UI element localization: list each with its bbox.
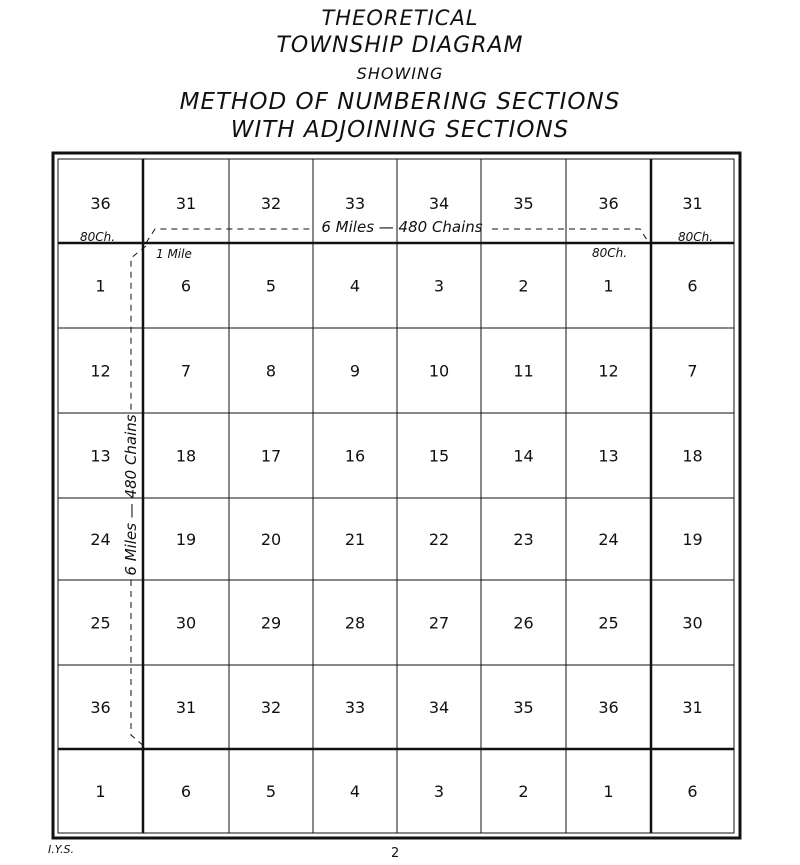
section-number: 7: [687, 361, 698, 381]
section-number: 6: [687, 782, 698, 801]
title-line-4: METHOD OF NUMBERING SECTIONS: [179, 89, 621, 115]
title-line-1: THEORETICAL: [321, 6, 479, 30]
section-number: 34: [428, 194, 450, 213]
section-number: 14: [513, 446, 534, 466]
section-number: 21: [344, 530, 366, 549]
section-number: 31: [682, 194, 703, 213]
section-number: 7: [180, 361, 192, 381]
page-number: 2: [391, 846, 400, 861]
section-number: 18: [175, 446, 197, 466]
section-number: 30: [175, 613, 197, 633]
section-number: 20: [260, 530, 282, 549]
section-number: 31: [175, 194, 197, 213]
section-number: 3: [433, 276, 445, 296]
section-number: 5: [265, 782, 277, 801]
section-number: 35: [513, 194, 534, 213]
section-number: 1: [95, 782, 106, 801]
section-number: 24: [598, 530, 619, 549]
drafter-mark: I.Y.S.: [48, 843, 75, 856]
section-number: 23: [513, 530, 534, 549]
section-number: 1: [603, 782, 614, 801]
section-number: 17: [260, 446, 282, 466]
inner-chains-label: 80Ch.: [592, 246, 628, 260]
section-number: 34: [428, 698, 450, 717]
section-number: 4: [349, 276, 361, 296]
top-right-chains-label: 80Ch.: [678, 230, 714, 244]
title-line-3: SHOWING: [356, 64, 444, 83]
section-number: 25: [598, 613, 619, 633]
section-number: 13: [598, 446, 619, 466]
section-number: 26: [513, 613, 534, 633]
section-number: 25: [90, 613, 111, 633]
top-left-chains-label: 80Ch.: [80, 230, 116, 244]
section-number: 2: [518, 276, 529, 296]
horizontal-dimension-line-right: [492, 229, 649, 243]
section-number: 31: [175, 698, 197, 717]
section-number: 10: [428, 361, 450, 381]
title-line-5: WITH ADJOINING SECTIONS: [230, 117, 570, 143]
section-number: 16: [344, 446, 366, 466]
section-number: 9: [349, 361, 361, 381]
section-number: 12: [90, 361, 111, 381]
section-number: 29: [260, 613, 282, 633]
title-line-2: TOWNSHIP DIAGRAM: [276, 33, 524, 58]
section-number: 36: [90, 698, 111, 717]
section-number: 36: [598, 698, 619, 717]
section-number: 11: [513, 361, 534, 381]
section-number: 15: [428, 446, 450, 466]
section-number: 6: [180, 276, 192, 296]
section-number: 31: [682, 698, 703, 717]
section-number: 32: [260, 698, 282, 717]
section-number: 36: [598, 194, 619, 213]
section-number: 2: [518, 782, 529, 801]
section-number: 19: [175, 530, 197, 549]
section-number: 1: [95, 276, 106, 296]
section-number: 30: [682, 613, 703, 633]
section-number: 28: [344, 613, 366, 633]
section-number: 3: [433, 782, 445, 801]
section-number: 32: [260, 194, 282, 213]
section-number: 8: [265, 361, 277, 381]
vertical-dimension-label: 6 Miles — 480 Chains: [122, 414, 140, 576]
section-number: 6: [180, 782, 192, 801]
section-number: 13: [90, 446, 111, 466]
horizontal-dimension-label: 6 Miles — 480 Chains: [321, 218, 483, 236]
section-number: 12: [598, 361, 619, 381]
section-number: 6: [687, 276, 698, 296]
section-number: 18: [682, 446, 703, 466]
section-number: 19: [682, 530, 703, 549]
section-number: 35: [513, 698, 534, 717]
section-number: 33: [344, 194, 366, 213]
section-number: 22: [428, 530, 450, 549]
section-number: 33: [344, 698, 366, 717]
one-mile-label: 1 Mile: [156, 247, 192, 261]
section-number: 27: [428, 613, 450, 633]
section-number: 36: [90, 194, 111, 213]
section-number: 5: [265, 276, 277, 296]
section-number: 4: [349, 782, 361, 801]
section-number: 1: [603, 276, 614, 296]
section-number: 24: [90, 530, 111, 549]
